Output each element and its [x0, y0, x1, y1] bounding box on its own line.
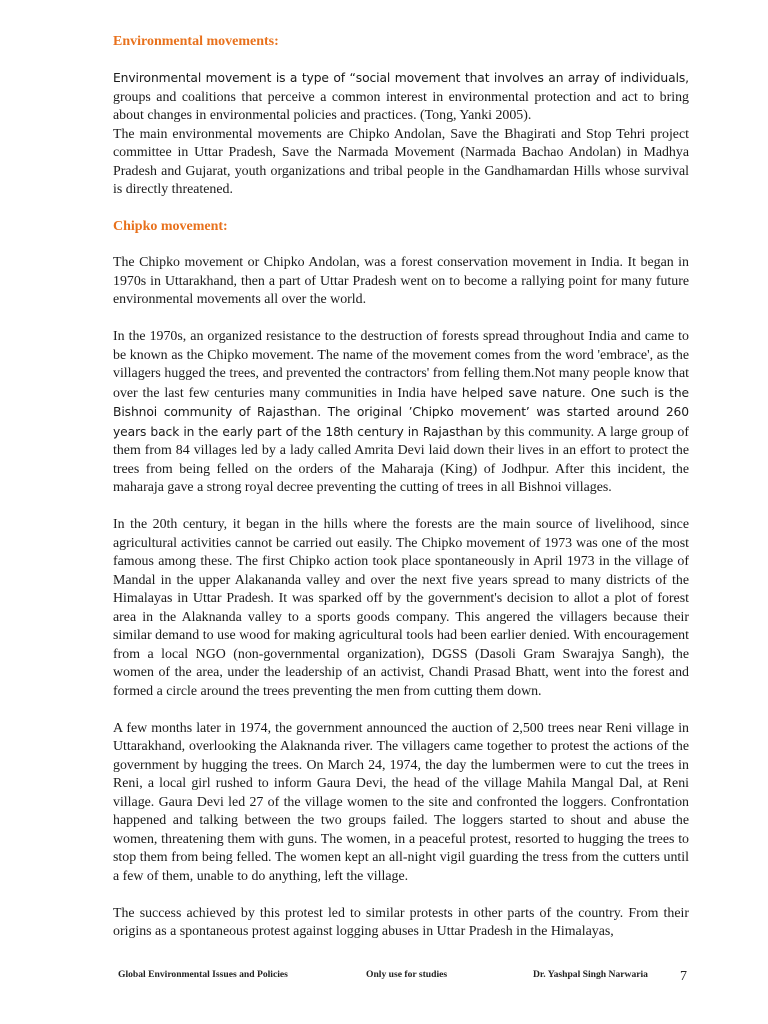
page-footer [118, 967, 690, 987]
chipko-movement-heading: Chipko movement: [113, 219, 228, 234]
environmental-movements-paragraph-2: The main environmental movements are Chipko Andolan, Save the Bhagirati and Stop Tehri project committee in Uttar Pradesh, Save the Narmada Movement (Narmada Bachao Andolan) in Madhya Pradesh and Gujarat, youth organizations and tribal people in the Gandhamardan Hills whose survival is directly threatened. [113, 126, 689, 197]
footer-author: Dr. Yashpal Singh Narwaria [533, 969, 648, 980]
chipko-paragraph-5: The success achieved by this protest led to similar protests in other parts of the country. From their origins as a spontaneous protest against logging abuses in Uttar Pradesh in the Himalayas, [113, 905, 689, 939]
footer-course-title: Global Environmental Issues and Policies [118, 969, 288, 980]
chipko-paragraph-4: A few months later in 1974, the government announced the auction of 2,500 trees near Reni village in Uttarakhand, overlooking the Alaknanda river. The villagers came together to protest the actions of the government by hugging the trees. On March 24, 1974, the day the lumbermen were to cut the trees in Reni, a local girl rushed to inform Gaura Devi, the head of the village Mahila Mangal Dal, at Reni village. Gaura Devi led 27 of the village women to the site and confronted the loggers. Confrontation happened and talking between the two groups failed. The loggers started to shout and abuse the women, threatening them with guns. The women, in a peaceful protest, resorted to hugging the trees to stop them from being felled. The women kept an all-night vigil guarding the tress from the cutters until a few of them, unable to do anything, left the village. [113, 720, 689, 884]
page-content [113, 33, 689, 960]
environmental-movements-paragraph-1 [113, 69, 689, 126]
chipko-paragraph-1: The Chipko movement or Chipko Andolan, was a forest conservation movement in India. It began in 1970s in Uttarakhand, then a part of Uttar Pradesh went on to become a rallying point for many future environmental movements all over the world. [113, 255, 689, 307]
chipko-paragraph-2-part-c: by this community. A large group of them from 84 villages led by a lady called Amrita Devi laid down their lives in an effort to protect the trees from being felled on the orders of the Maharaja (King) of Jodhpur. After this incident, the maharaja gave a strong royal decree preventing the cutting of trees in all Bishnoi villages. [113, 424, 689, 495]
page-number: 7 [680, 969, 687, 984]
chipko-paragraph-2-part-a: In the 1970s, an organized resistance to the destruction of forests spread throughout India and came to be known as the Chipko movement. The name of the movement comes from the word 'embrace', as the villagers hugged the trees, and prevented the contractors' from felling them.Not many people know that over the last few centuries many communities in India have [113, 329, 689, 401]
definition-sentence-start: Environmental movement is a type of “social movement that involves an array of individuals, [113, 71, 689, 85]
chipko-paragraph-2 [113, 328, 689, 498]
footer-usage-note: Only use for studies [366, 969, 448, 980]
chipko-paragraph-2-part-b: helped save nature. One such is the Bishnoi community of Rajasthan. The original ’Chipko movement’ was started around 260 years back in the early part of the 18th century in Rajasthan [113, 385, 689, 439]
definition-sentence-rest: groups and coalitions that perceive a common interest in environmental protection and act to bring about changes in environmental policies and practices. (Tong, Yanki 2005). [113, 89, 689, 123]
chipko-paragraph-3: In the 20th century, it began in the hills where the forests are the main source of livelihood, since agricultural activities cannot be carried out easily. The Chipko movement of 1973 was one of the most famous among these. The first Chipko action took place spontaneously in April 1973 in the village of Mandal in the upper Alakananda valley and over the next five years spread to many districts of the Himalayas in Uttar Pradesh. It was sparked off by the government's decision to allot a plot of forest area in the Alaknanda valley to a sports goods company. This angered the villagers because their similar demand to use wood for making agricultural tools had been earlier denied. With encouragement from a local NGO (non-governmental organization), DGSS (Dasoli Gram Swarajya Sangh), the women of the area, under the leadership of an activist, Chandi Prasad Bhatt, went into the forest and formed a circle around the trees preventing the men from cutting them down. [113, 517, 689, 699]
environmental-movements-heading: Environmental movements: [113, 34, 279, 49]
